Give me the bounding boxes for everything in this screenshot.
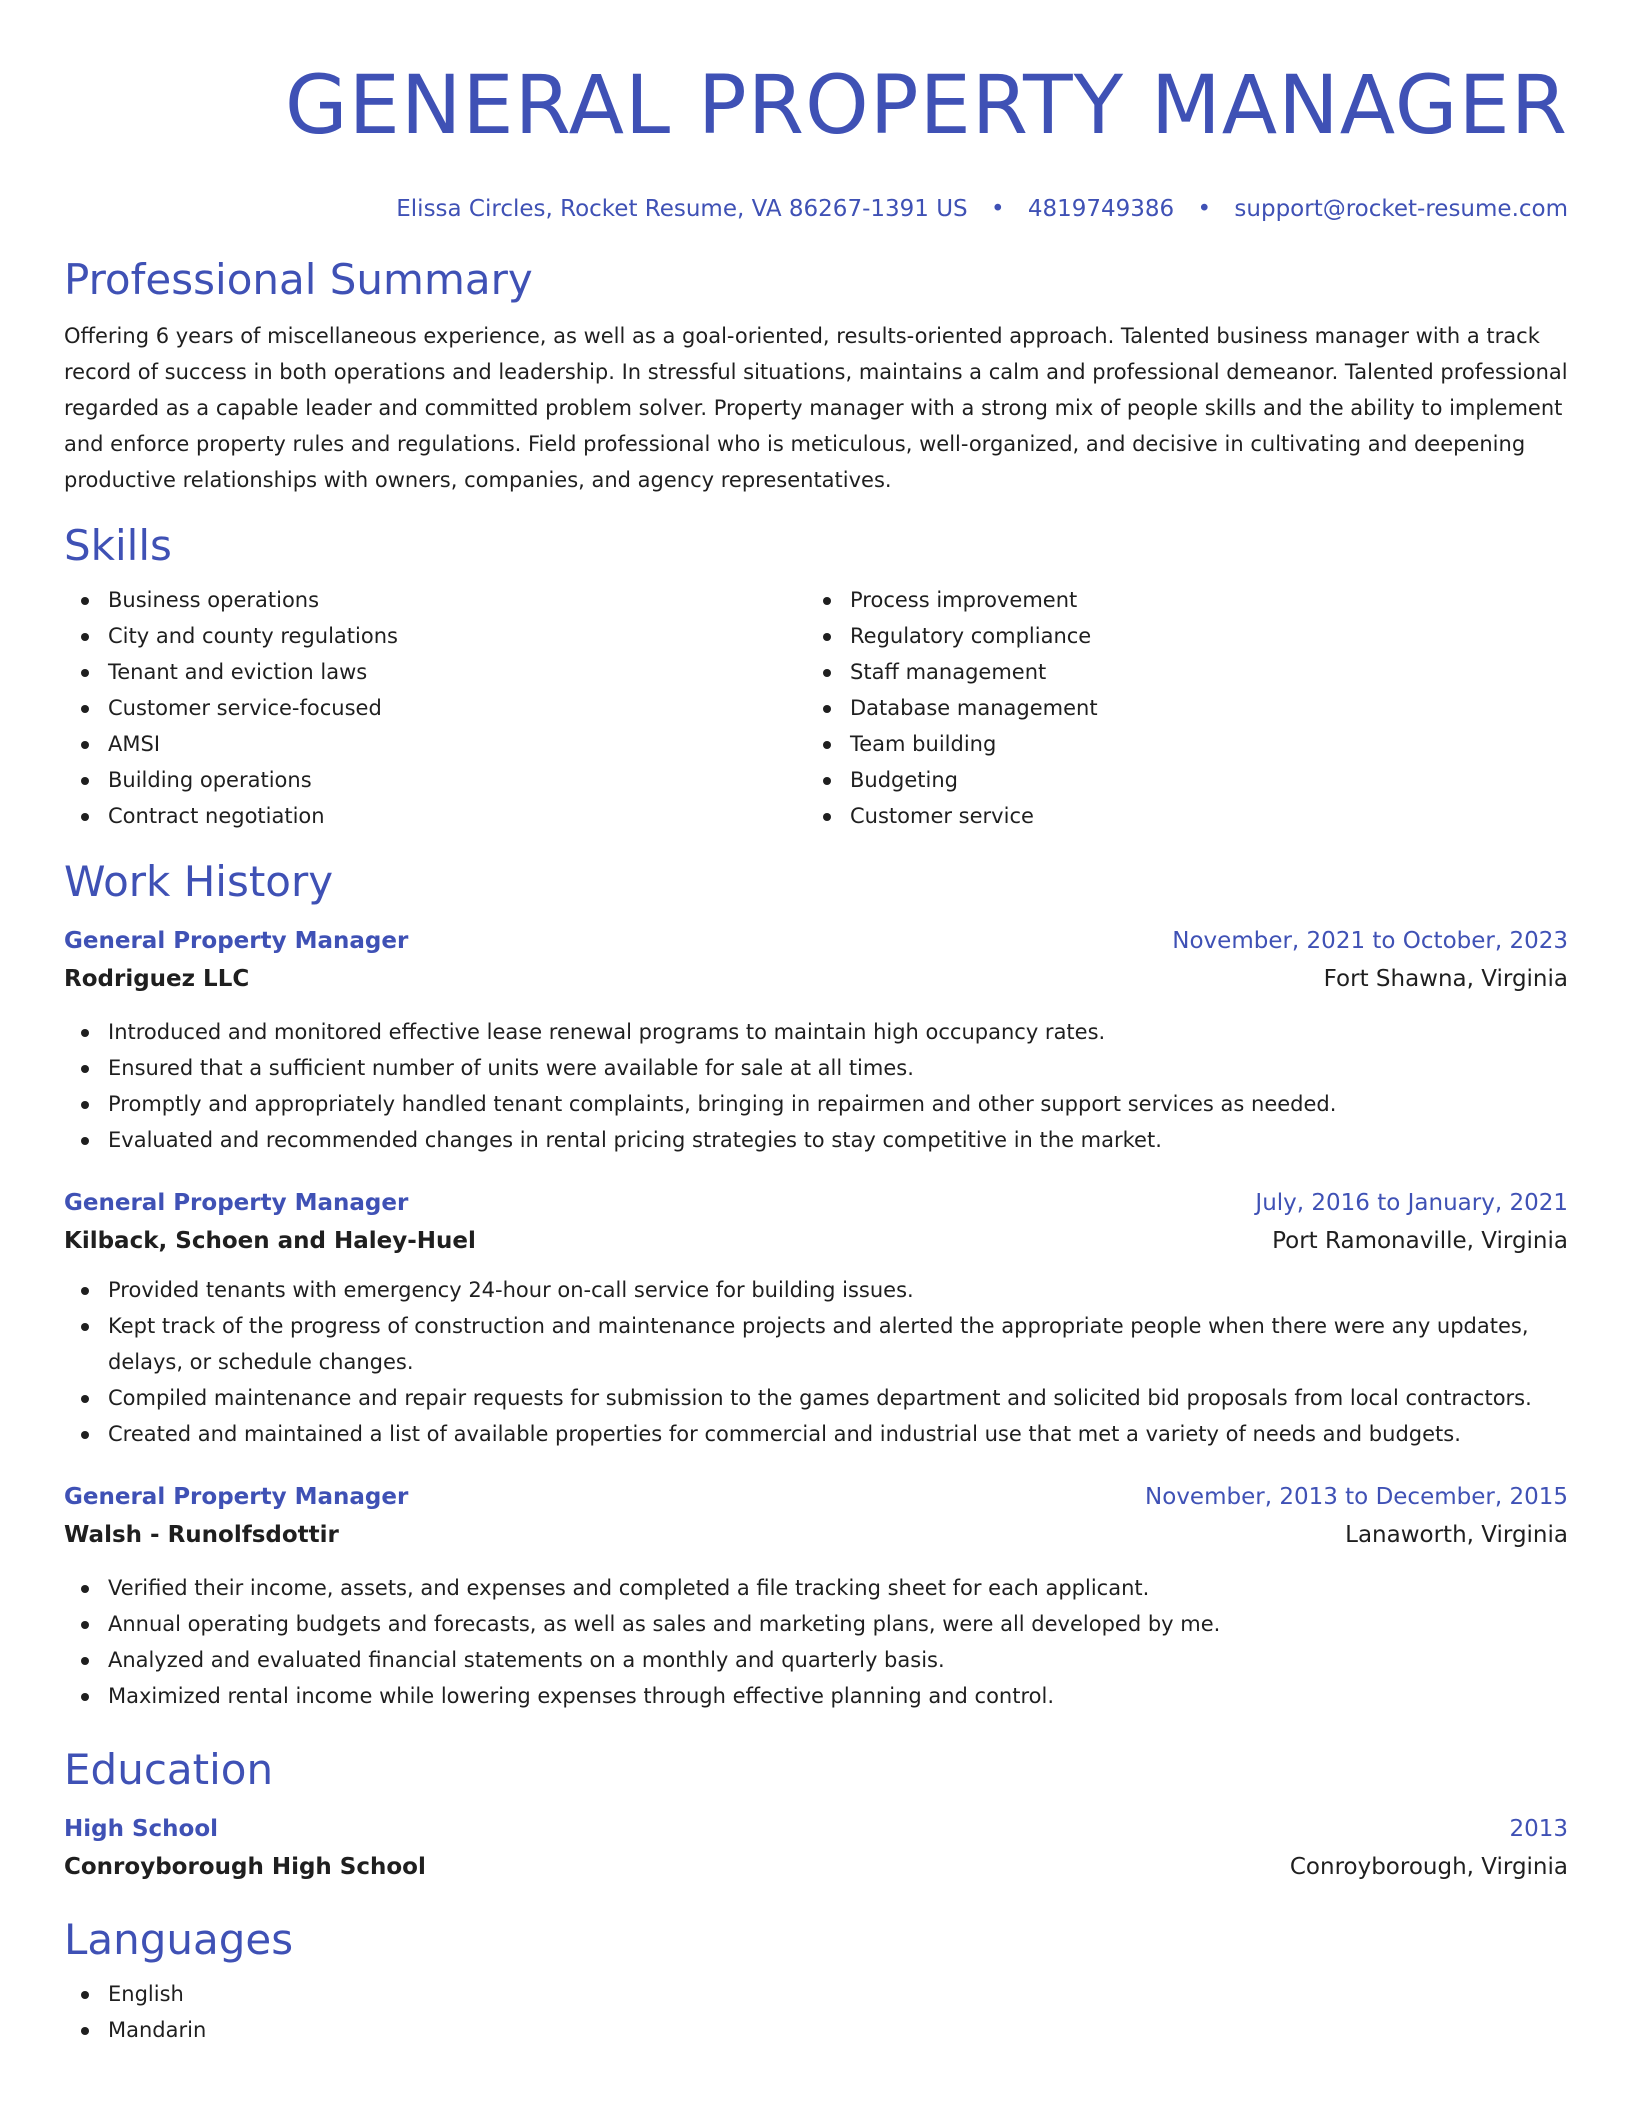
job-header [64,922,1568,960]
education-school-row [64,1848,1568,1886]
job-location: Lanaworth, Virginia [1345,1522,1568,1548]
languages-list [64,1976,1568,2048]
skill-item: Regulatory compliance [806,618,1548,654]
skills-column-left [64,582,806,834]
skill-item: AMSI [64,726,806,762]
skill-item: Contract negotiation [64,798,806,834]
skills-column-right [806,582,1548,834]
skills-list [64,582,1568,834]
job-title: General Property Manager [64,1190,409,1216]
language-item: Mandarin [64,2012,1568,2048]
skill-item: Customer service-focused [64,690,806,726]
job-entry [64,1478,1568,1714]
job-duties [64,1014,1568,1158]
job-duty: Promptly and appropriately handled tenant complaints, bringing in repairmen and other support services as needed. [64,1086,1568,1122]
education-degree: High School [64,1816,219,1842]
contact-separator: • [1197,196,1212,222]
education-entry [64,1810,1568,1886]
skill-item: Building operations [64,762,806,798]
job-entry [64,922,1568,1158]
contact-phone: 4819749386 [1027,196,1175,222]
skill-item: City and county regulations [64,618,806,654]
skill-item: Tenant and eviction laws [64,654,806,690]
education-heading: Education [64,1745,274,1794]
contact-email: support@rocket-resume.com [1234,196,1568,222]
job-entry [64,1184,1568,1452]
skill-item: Customer service [806,798,1548,834]
job-dates: July, 2016 to January, 2021 [1255,1190,1568,1216]
job-company: Walsh - Runolfsdottir [64,1522,339,1548]
job-duty: Created and maintained a list of available properties for commercial and industrial use that met a variety of needs and budgets. [64,1416,1568,1452]
job-duty: Maximized rental income while lowering expenses through effective planning and control. [64,1678,1568,1714]
skill-item: Process improvement [806,582,1548,618]
job-duty: Annual operating budgets and forecasts, as well as sales and marketing plans, were all developed by me. [64,1606,1568,1642]
job-duty: Kept track of the progress of construction and maintenance projects and alerted the appropriate people when there were any updates, delays, or schedule changes. [64,1308,1568,1380]
summary-heading: Professional Summary [64,255,533,304]
education-year: 2013 [1509,1816,1568,1842]
job-title: General Property Manager [64,928,409,954]
job-company: Kilback, Schoen and Haley-Huel [64,1228,476,1254]
education-school: Conroyborough High School [64,1854,426,1880]
job-duties [64,1570,1568,1714]
language-item: English [64,1976,1568,2012]
contact-line [64,194,1568,224]
job-duty: Analyzed and evaluated financial statements on a monthly and quarterly basis. [64,1642,1568,1678]
resume-page [64,0,1568,2048]
skill-item: Staff management [806,654,1548,690]
job-duty: Ensured that a sufficient number of units were available for sale at all times. [64,1050,1568,1086]
education-location: Conroyborough, Virginia [1289,1854,1568,1880]
skills-heading: Skills [64,521,172,570]
job-employer-row [64,1222,1568,1260]
contact-address: Elissa Circles, Rocket Resume, VA 86267-1391 US [396,196,968,222]
skill-item: Budgeting [806,762,1548,798]
job-location: Fort Shawna, Virginia [1323,966,1568,992]
job-dates: November, 2021 to October, 2023 [1172,928,1568,954]
job-header [64,1184,1568,1222]
languages-heading: Languages [64,1915,294,1964]
job-title: General Property Manager [64,1484,409,1510]
job-employer-row [64,1516,1568,1554]
job-duty: Provided tenants with emergency 24-hour on-call service for building issues. [64,1272,1568,1308]
job-company: Rodriguez LLC [64,966,250,992]
work-history-heading: Work History [64,857,334,906]
skill-item: Business operations [64,582,806,618]
skill-item: Team building [806,726,1548,762]
job-duty: Introduced and monitored effective lease renewal programs to maintain high occupancy rates. [64,1014,1568,1050]
education-header [64,1810,1568,1848]
job-employer-row [64,960,1568,998]
skill-item: Database management [806,690,1548,726]
job-duty: Verified their income, assets, and expenses and completed a file tracking sheet for each applicant. [64,1570,1568,1606]
job-duty: Compiled maintenance and repair requests for submission to the games department and solicited bid proposals from local contractors. [64,1380,1568,1416]
job-header [64,1478,1568,1516]
job-duty: Evaluated and recommended changes in rental pricing strategies to stay competitive in the market. [64,1122,1568,1158]
job-duties [64,1272,1568,1452]
job-dates: November, 2013 to December, 2015 [1145,1484,1568,1510]
contact-separator: • [990,196,1005,222]
summary-text: Offering 6 years of miscellaneous experience, as well as a goal-oriented, results-oriented approach. Talented business manager with a track record of success in both operations and leadership. In stressful situations, maintains a calm and professional demeanor. Talented professional regarded as a capable leader and committed problem solver. Property manager with a strong mix of people skills and the ability to implement and enforce property rules and regulations. Field professional who is meticulous, well-organized, and decisive in cultivating and deepening productive relationships with owners, companies, and agency representatives. [64,324,1568,492]
resume-title: GENERAL PROPERTY MANAGER [284,59,1568,153]
job-location: Port Ramonaville, Virginia [1272,1228,1568,1254]
